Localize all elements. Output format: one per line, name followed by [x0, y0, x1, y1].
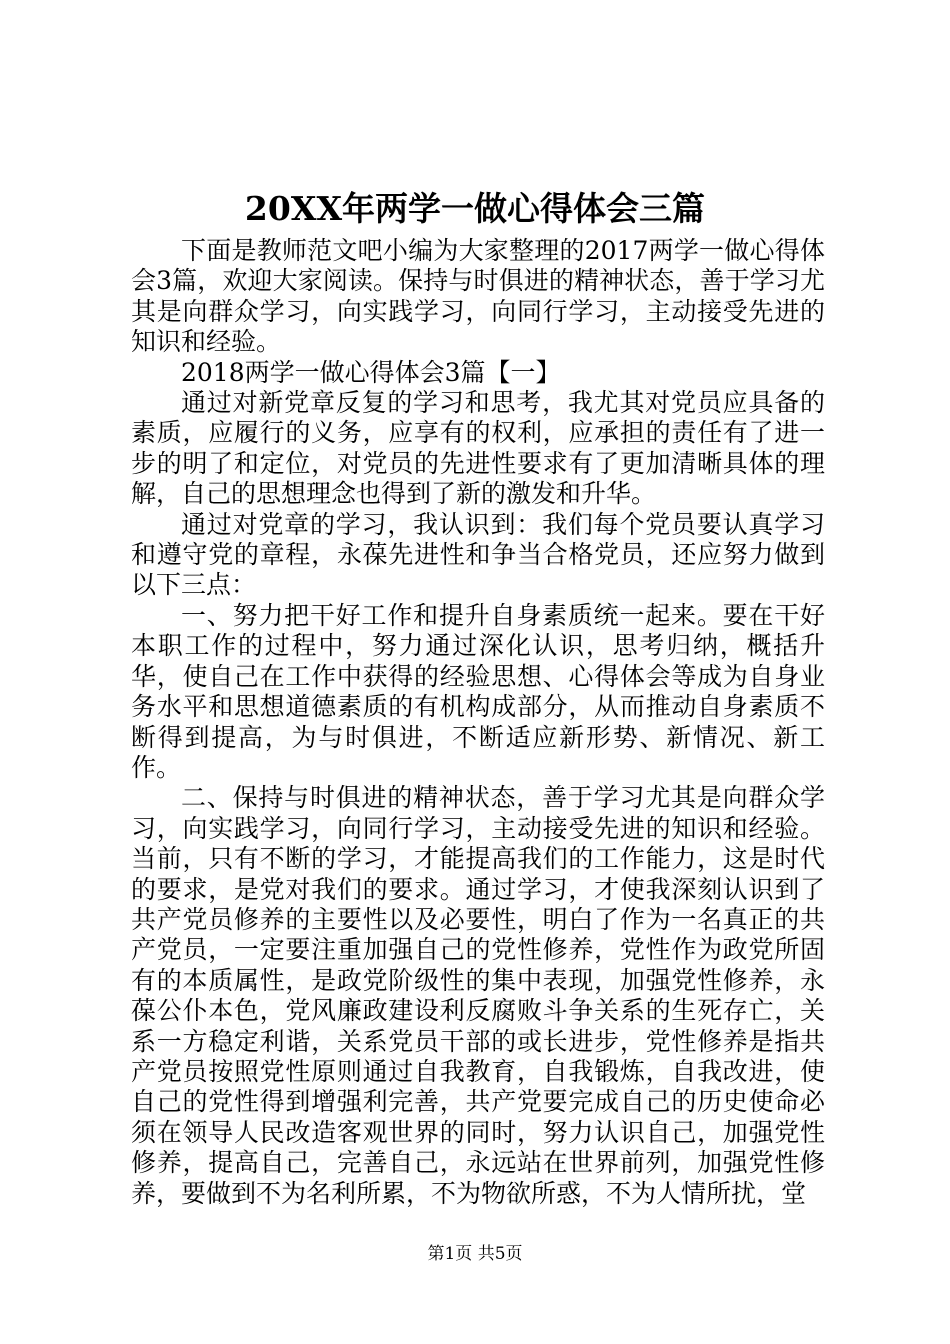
body-paragraph: 通过对新党章反复的学习和思考，我尤其对党员应具备的素质，应履行的义务，应享有的权利，应承担的责任有了进一步的明了和定位，对党员的先进性要求有了更加清晰具体的理解，自己的思想理念也得到了新的激发和升华。 [131, 388, 825, 509]
section-heading: 2018两学一做心得体会3篇【一】 [181, 357, 561, 387]
body-paragraph: 通过对党章的学习，我认识到：我们每个党员要认真学习和遵守党的章程，永葆先进性和争当合格党员，还应努力做到以下三点： [131, 509, 825, 600]
document-body [131, 236, 825, 1209]
body-paragraph: 二、保持与时俱进的精神状态，善于学习尤其是向群众学习，向实践学习，向同行学习，主动接受先进的知识和经验。当前，只有不断的学习，才能提高我们的工作能力，这是时代的要求，是党对我们的要求。通过学习，才使我深刻认识到了共产党员修养的主要性以及必要性，明白了作为一名真正的共产党员，一定要注重加强自己的党性修养，党性作为政党所固有的本质属性，是政党阶级性的集中表现，加强党性修养，永葆公仆本色，党风廉政建设利反腐败斗争关系的生死存亡，关系一方稳定利谐，关系党员干部的或长进步，党性修养是指共产党员按照党性原则通过自我教育，自我锻炼，自我改进，使自己的党性得到增强利完善，共产党要完成自己的历史使命必须在领导人民改造客观世界的同时，努力认识自己，加强党性修养，提高自己，完善自己，永远站在世界前列，加强党性修养，要做到不为名利所累，不为物欲所惑，不为人情所扰，堂 [131, 783, 825, 1208]
page-number-footer: 第1页 共5页 [427, 1244, 523, 1264]
body-paragraph: 一、努力把干好工作和提升自身素质统一起来。要在干好本职工作的过程中，努力通过深化认识，思考归纳，概括升华，使自己在工作中获得的经验思想、心得体会等成为自身业务水平和思想道德素质的有机构成部分，从而推动自身素质不断得到提高，为与时俱进，不断适应新形势、新情况、新工作。 [131, 600, 825, 782]
document-title: 20XX年两学一做心得体会三篇 [244, 189, 706, 228]
intro-paragraph: 下面是教师范文吧小编为大家整理的2017两学一做心得体会3篇，欢迎大家阅读。保持与时俱进的精神状态，善于学习尤其是向群众学习，向实践学习，向同行学习，主动接受先进的知识和经验。 [131, 236, 825, 357]
